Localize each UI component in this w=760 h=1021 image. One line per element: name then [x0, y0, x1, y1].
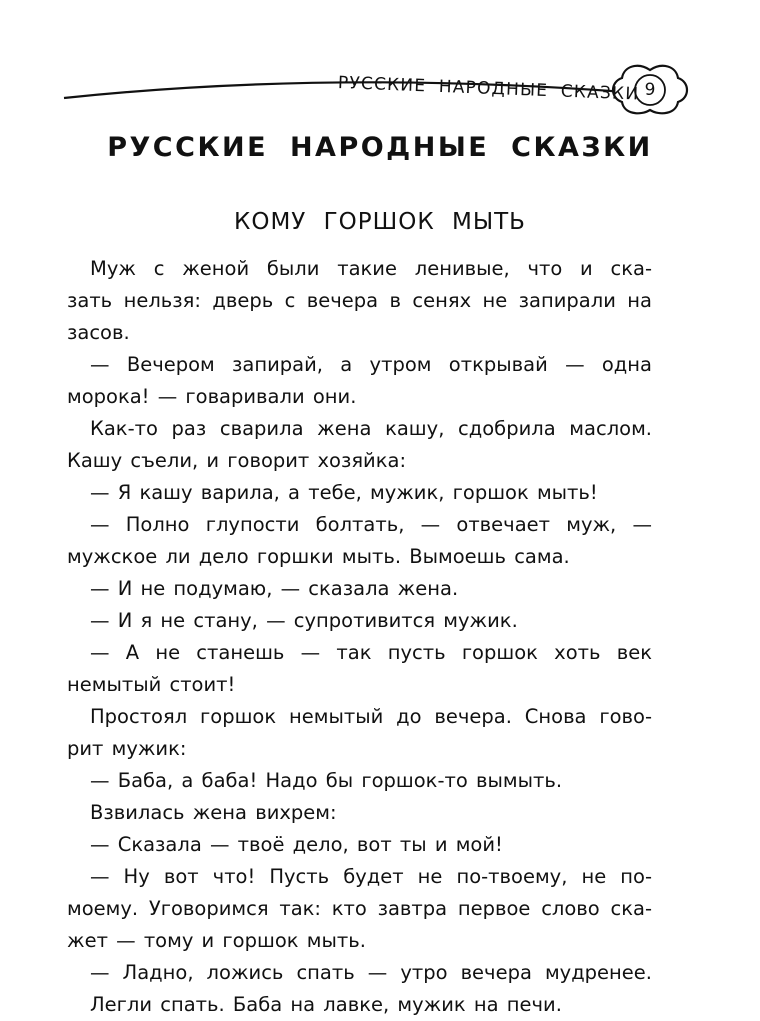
story-line: — Баба, а баба! Надо бы горшок-то вымыть. [90, 769, 563, 792]
story-line: — Я кашу варила, а тебе, мужик, горшок мыть! [90, 481, 598, 504]
running-title: РУССКИЕ НАРОДНЫЕ СКАЗКИ [337, 73, 640, 105]
story-title: КОМУ ГОРШОК МЫТЬ [234, 209, 526, 235]
story-line: немытый стоит! [67, 673, 236, 696]
story-line: засов. [67, 321, 130, 344]
story-line: Муж с женой были такие ленивые, что и ска- [90, 257, 652, 280]
story-line: — Вечером запирай, а утром открывай — одна [90, 353, 652, 376]
page-number: 9 [644, 80, 656, 100]
story-line: морока! — говаривали они. [67, 385, 357, 408]
story-line: мужское ли дело горшки мыть. Вымоешь сама. [67, 545, 570, 568]
story-line: — А не станешь — так пусть горшок хоть век [90, 641, 652, 664]
story-line: зать нельзя: дверь с вечера в сенях не запирали на [67, 289, 652, 312]
story-line: — И я не стану, — супротивится мужик. [90, 609, 518, 632]
story-line: Простоял горшок немытый до вечера. Снова гово- [90, 705, 652, 728]
story-line: — Сказала — твоё дело, вот ты и мой! [90, 833, 503, 856]
story-body [67, 253, 652, 1021]
story-line: Как-то раз сварила жена кашу, сдобрила маслом. [90, 417, 652, 440]
story-line: — Полно глупости болтать, — отвечает муж, — [90, 513, 652, 536]
story-line: рит мужик: [67, 737, 187, 760]
story-line: моему. Уговоримся так: кто завтра первое слово ска- [67, 897, 652, 920]
running-header [0, 0, 760, 120]
story-line: Кашу съели, и говорит хозяйка: [67, 449, 407, 472]
story-line: Легли спать. Баба на лавке, мужик на печи. [90, 993, 562, 1016]
story-line: Взвилась жена вихрем: [90, 801, 337, 824]
story-line: жет — тому и горшок мыть. [67, 929, 366, 952]
story-line: — Ладно, ложись спать — утро вечера мудренее. [90, 961, 652, 984]
story-line: — И не подумаю, — сказала жена. [90, 577, 459, 600]
story-line: — Ну вот что! Пусть будет не по-твоему, не по- [90, 865, 652, 888]
page-title: РУССКИЕ НАРОДНЫЕ СКАЗКИ [107, 132, 653, 163]
